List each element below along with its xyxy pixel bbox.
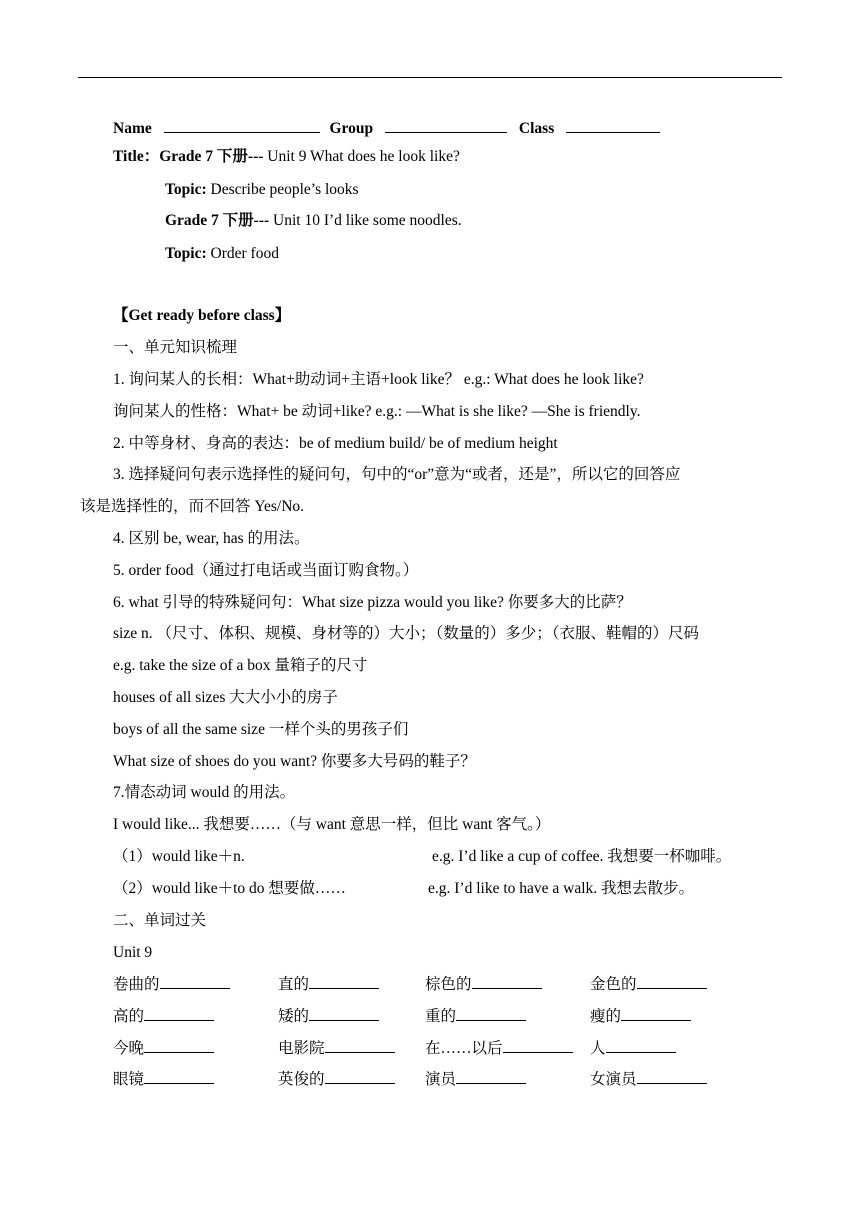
group-label: Group <box>329 120 374 137</box>
unit-b: Unit 10 I’d like some noodles. <box>269 212 462 229</box>
would-row-1-left: （1）would like＋n. <box>113 848 245 865</box>
title-label: Title： <box>113 148 160 165</box>
topic-label-a: Topic: <box>165 181 207 198</box>
topic-b-line <box>165 244 279 264</box>
vocab-item: 直的 <box>278 974 379 995</box>
vocab-item: 棕色的 <box>425 974 542 995</box>
section2-heading: 二、单词过关 <box>113 912 207 929</box>
grade-b: Grade 7 下册--- <box>165 212 270 229</box>
vocab-blank[interactable] <box>325 1038 395 1053</box>
vocab-blank[interactable] <box>325 1069 395 1084</box>
note-line: 1. 询问某人的长相：What+助动词+主语+look like？ e.g.: What does he look like? <box>113 371 644 388</box>
would-row-1-right: e.g. I’d like a cup of coffee. 我想要一杯咖啡。 <box>432 848 732 865</box>
note-line: What size of shoes do you want? 你要多大号码的鞋子？ <box>113 753 476 770</box>
vocab-blank[interactable] <box>472 974 542 989</box>
vocab-item: 高的 <box>113 1006 214 1027</box>
vocab-blank[interactable] <box>160 974 230 989</box>
vocab-item: 瘦的 <box>590 1006 691 1027</box>
note-line: 2. 中等身材、身高的表达：be of medium build/ be of medium height <box>113 435 558 452</box>
vocab-blank[interactable] <box>637 974 707 989</box>
student-info-row <box>113 117 660 139</box>
vocab-item: 金色的 <box>590 974 707 995</box>
unit-a: Unit 9 What does he look like? <box>263 148 460 165</box>
would-row-2-right: e.g. I’d like to have a walk. 我想去散步。 <box>428 880 695 897</box>
vocab-blank[interactable] <box>503 1038 573 1053</box>
note-line: 3. 选择疑问句表示选择性的疑问句，句中的“or”意为“或者，还是”，所以它的回答应 <box>113 466 681 483</box>
topic-a-line <box>165 180 359 200</box>
vocab-item: 电影院 <box>278 1038 395 1059</box>
note-line: e.g. take the size of a box 量箱子的尺寸 <box>113 657 368 674</box>
vocab-blank[interactable] <box>144 1038 214 1053</box>
note-line: 该是选择性的，而不回答 Yes/No. <box>80 498 305 515</box>
section1-heading: 一、单元知识梳理 <box>113 339 238 356</box>
topic-label-b: Topic: <box>165 245 207 262</box>
note-line: houses of all sizes 大大小小的房子 <box>113 689 338 706</box>
note-line: 4. 区别 be, wear, has 的用法。 <box>113 530 310 547</box>
unit9-label: Unit 9 <box>113 944 153 961</box>
vocab-blank[interactable] <box>606 1038 676 1053</box>
vocab-item: 英俊的 <box>278 1069 395 1090</box>
vocab-blank[interactable] <box>621 1006 691 1021</box>
vocab-blank[interactable] <box>637 1069 707 1084</box>
vocab-blank[interactable] <box>144 1006 214 1021</box>
would-row-2-left: （2）would like＋to do 想要做…… <box>113 880 346 897</box>
vocab-item: 在……以后 <box>425 1038 573 1059</box>
vocab-blank[interactable] <box>144 1069 214 1084</box>
section-ready-heading: 【Get ready before class】 <box>113 307 291 324</box>
vocab-item: 眼镜 <box>113 1069 214 1090</box>
vocab-blank[interactable] <box>456 1006 526 1021</box>
note-line: 7.情态动词 would 的用法。 <box>113 784 296 801</box>
group-field[interactable] <box>385 117 507 133</box>
class-label: Class <box>518 120 555 137</box>
note-line: 6. what 引导的特殊疑问句：What size pizza would you like? 你要多大的比萨？ <box>113 594 632 611</box>
note-line: 5. order food（通过打电话或当面订购食物。） <box>113 562 419 579</box>
vocab-item: 人 <box>590 1038 676 1059</box>
grade-a: Grade 7 下册--- <box>159 148 264 165</box>
name-label: Name <box>113 120 152 137</box>
vocab-item: 卷曲的 <box>113 974 230 995</box>
note-line: boys of all the same size 一样个头的男孩子们 <box>113 721 409 738</box>
vocab-item: 女演员 <box>590 1069 707 1090</box>
title-line <box>113 147 460 167</box>
note-line: size n. （尺寸、体积、规模、身材等的）大小；（数量的）多少；（衣服、鞋帽的）尺码 <box>113 625 699 642</box>
vocab-item: 今晚 <box>113 1038 214 1059</box>
note-line: 询问某人的性格：What+ be 动词+like? e.g.: —What is she like? —She is friendly. <box>113 403 641 420</box>
vocab-blank[interactable] <box>309 1006 379 1021</box>
top-rule <box>78 77 782 78</box>
vocab-item: 重的 <box>425 1006 526 1027</box>
name-field[interactable] <box>164 117 320 133</box>
class-field[interactable] <box>566 117 660 133</box>
vocab-blank[interactable] <box>456 1069 526 1084</box>
vocab-item: 矮的 <box>278 1006 379 1027</box>
topic-b: Order food <box>206 245 279 262</box>
topic-a: Describe people’s looks <box>206 181 359 198</box>
note-line: I would like... 我想要……（与 want 意思一样，但比 want 客气。） <box>113 816 551 833</box>
vocab-blank[interactable] <box>309 974 379 989</box>
grade-b-line <box>165 211 462 231</box>
vocab-item: 演员 <box>425 1069 526 1090</box>
